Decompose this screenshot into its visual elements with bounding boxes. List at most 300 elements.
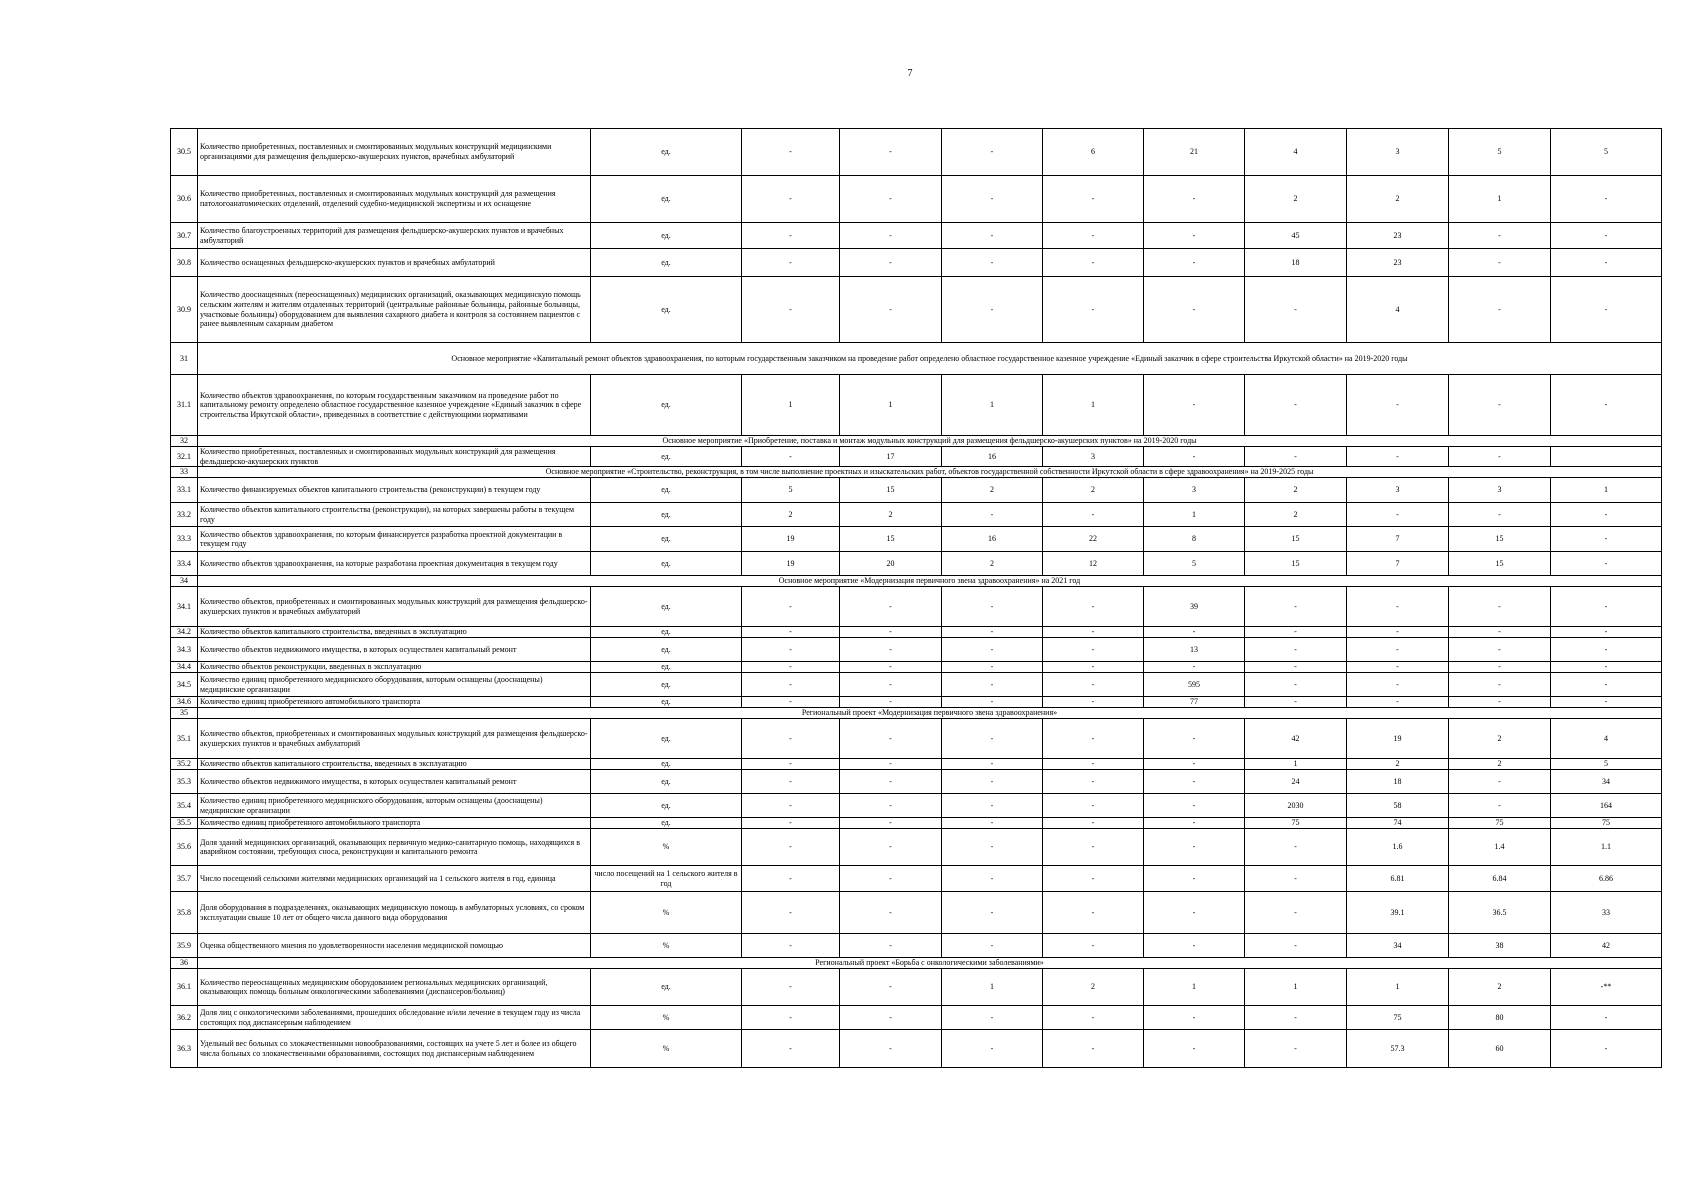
table-row — [171, 176, 1662, 223]
value-cell: - — [1347, 503, 1449, 527]
row-number: 35.7 — [171, 866, 198, 892]
value-cell: - — [840, 969, 942, 1006]
indicator-name: Число посещений сельскими жителями медицинских организаций на 1 сельского жителя в год, единица — [198, 866, 591, 892]
value-cell: 1 — [1043, 375, 1144, 436]
value-cell: 6.84 — [1449, 866, 1551, 892]
value-cell: - — [1245, 447, 1347, 467]
table-row — [171, 587, 1662, 627]
value-cell: 1 — [1245, 969, 1347, 1006]
value-cell: - — [942, 697, 1043, 708]
indicator-name: Количество единиц приобретенного автомобильного транспорта — [198, 818, 591, 829]
value-cell: - — [1043, 503, 1144, 527]
unit-cell: ед. — [591, 478, 742, 503]
unit-cell: ед. — [591, 503, 742, 527]
value-cell: - — [742, 223, 840, 249]
row-number: 33.4 — [171, 552, 198, 576]
value-cell: - — [742, 934, 840, 958]
indicator-name: Количество единиц приобретенного медицинского оборудования, которым оснащены (дооснащены) медицинские организации — [198, 794, 591, 818]
value-cell: - — [1347, 697, 1449, 708]
value-cell: 75 — [1245, 818, 1347, 829]
value-cell: 13 — [1144, 638, 1245, 662]
value-cell: - — [1551, 1030, 1662, 1068]
value-cell: - — [1144, 770, 1245, 794]
value-cell: - — [1144, 934, 1245, 958]
row-number: 30.7 — [171, 223, 198, 249]
value-cell: - — [840, 794, 942, 818]
value-cell: - — [1551, 277, 1662, 343]
value-cell: - — [840, 277, 942, 343]
value-cell: - — [742, 818, 840, 829]
value-cell: - — [1144, 223, 1245, 249]
value-cell: - — [840, 829, 942, 866]
table-row — [171, 719, 1662, 759]
table-row — [171, 673, 1662, 697]
value-cell: - — [1043, 176, 1144, 223]
value-cell: 12 — [1043, 552, 1144, 576]
value-cell: 4 — [1245, 129, 1347, 176]
value-cell: - — [742, 129, 840, 176]
section-row — [171, 436, 1662, 447]
table-row — [171, 697, 1662, 708]
row-number: 34 — [171, 576, 198, 587]
value-cell: - — [1551, 176, 1662, 223]
value-cell: - — [1347, 662, 1449, 673]
value-cell: - — [1551, 627, 1662, 638]
value-cell: - — [1043, 818, 1144, 829]
value-cell: - — [1043, 1006, 1144, 1030]
value-cell: - — [840, 770, 942, 794]
value-cell: - — [840, 176, 942, 223]
row-number: 36.2 — [171, 1006, 198, 1030]
value-cell: 16 — [942, 527, 1043, 552]
value-cell: 21 — [1144, 129, 1245, 176]
row-number: 35.8 — [171, 892, 198, 934]
value-cell: - — [1043, 673, 1144, 697]
table-row — [171, 770, 1662, 794]
value-cell: - — [1245, 638, 1347, 662]
value-cell: 8 — [1144, 527, 1245, 552]
value-cell: - — [742, 866, 840, 892]
value-cell: 57.3 — [1347, 1030, 1449, 1068]
value-cell: 16 — [942, 447, 1043, 467]
indicator-name: Доля зданий медицинских организаций, оказывающих первичную медико-санитарную помощь, находящихся в аварийном состоянии, требующих сноса, реконструкции и капитального ремонта — [198, 829, 591, 866]
value-cell: 1.1 — [1551, 829, 1662, 866]
value-cell: 1 — [742, 375, 840, 436]
table-row — [171, 934, 1662, 958]
indicator-name: Количество объектов недвижимого имущества, в которых осуществлен капитальный ремонт — [198, 770, 591, 794]
value-cell: - — [942, 934, 1043, 958]
value-cell: - — [1347, 587, 1449, 627]
row-number: 35.9 — [171, 934, 198, 958]
value-cell: - — [1245, 934, 1347, 958]
value-cell: 2 — [1449, 969, 1551, 1006]
unit-cell: ед. — [591, 447, 742, 467]
value-cell: - — [840, 697, 942, 708]
table-row — [171, 638, 1662, 662]
value-cell: 22 — [1043, 527, 1144, 552]
indicator-name: Оценка общественного мнения по удовлетворенности населения медицинской помощью — [198, 934, 591, 958]
value-cell: 164 — [1551, 794, 1662, 818]
value-cell: - — [742, 447, 840, 467]
value-cell: - — [742, 794, 840, 818]
value-cell: 2 — [1449, 759, 1551, 770]
table-row — [171, 129, 1662, 176]
row-number: 30.9 — [171, 277, 198, 343]
value-cell: - — [1144, 375, 1245, 436]
value-cell: - — [1043, 794, 1144, 818]
value-cell: - — [742, 1006, 840, 1030]
value-cell: - — [1347, 447, 1449, 467]
value-cell: - — [1449, 697, 1551, 708]
value-cell: 1 — [840, 375, 942, 436]
value-cell: - — [1043, 249, 1144, 277]
value-cell: - — [742, 1030, 840, 1068]
table-row — [171, 969, 1662, 1006]
value-cell: 2 — [1245, 503, 1347, 527]
value-cell: 1 — [1551, 478, 1662, 503]
value-cell: - — [1449, 794, 1551, 818]
unit-cell: ед. — [591, 527, 742, 552]
table-row — [171, 818, 1662, 829]
table-body — [171, 129, 1662, 1068]
value-cell: 34 — [1551, 770, 1662, 794]
value-cell: - — [1043, 638, 1144, 662]
indicator-name: Количество объектов недвижимого имущества, в которых осуществлен капитальный ремонт — [198, 638, 591, 662]
indicator-name: Количество единиц приобретенного автомобильного транспорта — [198, 697, 591, 708]
value-cell: - — [1245, 662, 1347, 673]
value-cell: - — [742, 770, 840, 794]
value-cell: - — [840, 759, 942, 770]
indicator-name: Удельный вес больных со злокачественными новообразованиями, состоящих на учете 5 лет и более из общего числа больных со злокачественными образованиями, состоящих под диспансерным наблюдением — [198, 1030, 591, 1068]
value-cell: - — [1551, 697, 1662, 708]
indicator-name: Количество благоустроенных территорий для размещения фельдшерско-акушерских пунктов и врачебных амбулаторий — [198, 223, 591, 249]
unit-cell: % — [591, 1030, 742, 1068]
value-cell: - — [742, 719, 840, 759]
value-cell: - — [1245, 892, 1347, 934]
value-cell: 19 — [742, 527, 840, 552]
value-cell: - — [1043, 587, 1144, 627]
value-cell: - — [942, 129, 1043, 176]
unit-cell: ед. — [591, 719, 742, 759]
value-cell: 1 — [1245, 759, 1347, 770]
table-row — [171, 1006, 1662, 1030]
value-cell: - — [1043, 770, 1144, 794]
value-cell: 20 — [840, 552, 942, 576]
section-row — [171, 467, 1662, 478]
value-cell: 58 — [1347, 794, 1449, 818]
page-number: 7 — [907, 68, 913, 79]
section-row — [171, 708, 1662, 719]
section-title: Региональный проект «Модернизация первичного звена здравоохранения» — [198, 708, 1662, 719]
value-cell: - — [1449, 770, 1551, 794]
value-cell: - — [1245, 375, 1347, 436]
value-cell: - — [1347, 375, 1449, 436]
indicator-name: Количество объектов капитального строительства, введенных в эксплуатацию — [198, 759, 591, 770]
value-cell: 18 — [1245, 249, 1347, 277]
value-cell: 18 — [1347, 770, 1449, 794]
value-cell: 80 — [1449, 1006, 1551, 1030]
value-cell: 19 — [742, 552, 840, 576]
value-cell: 1 — [942, 375, 1043, 436]
value-cell: 15 — [840, 478, 942, 503]
value-cell: 33 — [1551, 892, 1662, 934]
row-number: 33.1 — [171, 478, 198, 503]
value-cell: - — [942, 759, 1043, 770]
indicator-name: Количество оснащенных фельдшерско-акушерских пунктов и врачебных амбулаторий — [198, 249, 591, 277]
value-cell: - — [1144, 829, 1245, 866]
value-cell: - — [942, 638, 1043, 662]
value-cell: 5 — [1551, 129, 1662, 176]
value-cell: - — [1449, 662, 1551, 673]
value-cell: 19 — [1347, 719, 1449, 759]
table-row — [171, 249, 1662, 277]
value-cell: 36.5 — [1449, 892, 1551, 934]
unit-cell: ед. — [591, 587, 742, 627]
value-cell: - — [1449, 249, 1551, 277]
value-cell: - — [742, 969, 840, 1006]
value-cell: - — [840, 627, 942, 638]
indicator-name: Количество объектов, приобретенных и смонтированных модульных конструкций для размещения фельдшерско-акушерских пунктов и врачебных амбулаторий — [198, 587, 591, 627]
value-cell: - — [840, 249, 942, 277]
section-title: Основное мероприятие «Приобретение, поставка и монтаж модульных конструкций для размещения фельдшерско-акушерских пунктов» на 2019-2020 годы — [198, 436, 1662, 447]
value-cell: - — [942, 1030, 1043, 1068]
table-row — [171, 375, 1662, 436]
value-cell: - — [1551, 638, 1662, 662]
value-cell: - — [840, 129, 942, 176]
value-cell: - — [1551, 587, 1662, 627]
value-cell: - — [942, 794, 1043, 818]
value-cell: - — [942, 587, 1043, 627]
section-title: Региональный проект «Борьба с онкологическими заболеваниями» — [198, 958, 1662, 969]
value-cell: - — [1449, 223, 1551, 249]
value-cell: - — [1043, 934, 1144, 958]
value-cell: 74 — [1347, 818, 1449, 829]
value-cell: 595 — [1144, 673, 1245, 697]
indicator-name: Количество приобретенных, поставленных и смонтированных модульных конструкций медицинскими организациями для размещения фельдшерско-акушерских пунктов, врачебных амбулаторий — [198, 129, 591, 176]
row-number: 35.5 — [171, 818, 198, 829]
value-cell: - — [742, 673, 840, 697]
value-cell: - — [1144, 794, 1245, 818]
value-cell: - — [1043, 662, 1144, 673]
indicator-name: Количество объектов капитального строительства (реконструкции), на которых завершены работы в текущем году — [198, 503, 591, 527]
row-number: 30.6 — [171, 176, 198, 223]
unit-cell: ед. — [591, 662, 742, 673]
value-cell: - — [840, 818, 942, 829]
unit-cell: ед. — [591, 277, 742, 343]
value-cell: 2030 — [1245, 794, 1347, 818]
value-cell: 15 — [1449, 552, 1551, 576]
indicator-name: Количество объектов капитального строительства, введенных в эксплуатацию — [198, 627, 591, 638]
value-cell: 4 — [1347, 277, 1449, 343]
value-cell: 2 — [840, 503, 942, 527]
indicator-name: Количество единиц приобретенного медицинского оборудования, которым оснащены (дооснащены) медицинские организации — [198, 673, 591, 697]
value-cell: - — [1551, 552, 1662, 576]
value-cell: 1 — [1144, 969, 1245, 1006]
table-row — [171, 223, 1662, 249]
value-cell: 34 — [1347, 934, 1449, 958]
value-cell: - — [742, 829, 840, 866]
table-row — [171, 552, 1662, 576]
value-cell: - — [1144, 1006, 1245, 1030]
value-cell: 2 — [1043, 478, 1144, 503]
value-cell: - — [1551, 375, 1662, 436]
value-cell: 2 — [1347, 759, 1449, 770]
value-cell: 42 — [1551, 934, 1662, 958]
table-row — [171, 478, 1662, 503]
value-cell: - — [840, 1006, 942, 1030]
value-cell: - — [1449, 447, 1551, 467]
value-cell: - — [840, 1030, 942, 1068]
value-cell: - — [742, 759, 840, 770]
value-cell: - — [1043, 627, 1144, 638]
row-number: 36.3 — [171, 1030, 198, 1068]
value-cell: 15 — [840, 527, 942, 552]
value-cell: - — [1144, 866, 1245, 892]
value-cell: - — [1144, 447, 1245, 467]
value-cell: 15 — [1245, 552, 1347, 576]
value-cell: 2 — [942, 552, 1043, 576]
value-cell: 17 — [840, 447, 942, 467]
unit-cell: ед. — [591, 375, 742, 436]
row-number: 35.3 — [171, 770, 198, 794]
value-cell: - — [1551, 249, 1662, 277]
value-cell: 6 — [1043, 129, 1144, 176]
unit-cell: ед. — [591, 697, 742, 708]
row-number: 30.8 — [171, 249, 198, 277]
value-cell: 24 — [1245, 770, 1347, 794]
value-cell: - — [840, 223, 942, 249]
value-cell: 77 — [1144, 697, 1245, 708]
value-cell: - — [1043, 1030, 1144, 1068]
unit-cell: ед. — [591, 249, 742, 277]
value-cell: - — [942, 662, 1043, 673]
value-cell: 60 — [1449, 1030, 1551, 1068]
table-row — [171, 866, 1662, 892]
value-cell: - — [942, 818, 1043, 829]
unit-cell: ед. — [591, 176, 742, 223]
value-cell: 1.4 — [1449, 829, 1551, 866]
value-cell: 75 — [1449, 818, 1551, 829]
row-number: 34.1 — [171, 587, 198, 627]
value-cell: - — [942, 627, 1043, 638]
value-cell: - — [1449, 375, 1551, 436]
indicator-name: Количество объектов здравоохранения, по которым финансируется разработка проектной документации в текущем году — [198, 527, 591, 552]
table-row — [171, 759, 1662, 770]
section-title: Основное мероприятие «Модернизация первичного звена здравоохранения» на 2021 год — [198, 576, 1662, 587]
value-cell: - — [840, 934, 942, 958]
row-number: 35.6 — [171, 829, 198, 866]
value-cell: - — [942, 673, 1043, 697]
unit-cell: % — [591, 892, 742, 934]
value-cell: - — [942, 892, 1043, 934]
value-cell: - — [742, 176, 840, 223]
value-cell: 3 — [1347, 129, 1449, 176]
indicator-name: Количество объектов, приобретенных и смонтированных модульных конструкций для размещения фельдшерско-акушерских пунктов и врачебных амбулаторий — [198, 719, 591, 759]
value-cell: 2 — [1245, 478, 1347, 503]
value-cell: 2 — [942, 478, 1043, 503]
value-cell: - — [840, 673, 942, 697]
value-cell: - — [1144, 818, 1245, 829]
table-row — [171, 794, 1662, 818]
row-number: 34.2 — [171, 627, 198, 638]
value-cell: - — [1043, 223, 1144, 249]
indicator-name: Количество объектов реконструкции, введенных в эксплуатацию — [198, 662, 591, 673]
value-cell: - — [1347, 627, 1449, 638]
unit-cell: ед. — [591, 627, 742, 638]
value-cell: 23 — [1347, 249, 1449, 277]
value-cell: - — [1043, 719, 1144, 759]
value-cell: 4 — [1551, 719, 1662, 759]
indicator-name: Количество приобретенных, поставленных и смонтированных модульных конструкций для размещения фельдшерско-акушерских пунктов — [198, 447, 591, 467]
value-cell: - — [942, 770, 1043, 794]
value-cell: 1 — [1144, 503, 1245, 527]
value-cell: - — [1144, 759, 1245, 770]
value-cell: 5 — [742, 478, 840, 503]
row-number: 33 — [171, 467, 198, 478]
value-cell: 3 — [1043, 447, 1144, 467]
unit-cell: % — [591, 829, 742, 866]
value-cell: - — [1043, 892, 1144, 934]
value-cell: - — [1551, 662, 1662, 673]
value-cell: 38 — [1449, 934, 1551, 958]
value-cell: - — [1449, 638, 1551, 662]
value-cell: - — [1449, 503, 1551, 527]
unit-cell: ед. — [591, 818, 742, 829]
value-cell: - — [1449, 587, 1551, 627]
row-number: 36 — [171, 958, 198, 969]
value-cell: - — [1449, 277, 1551, 343]
table-row — [171, 829, 1662, 866]
value-cell: - — [1245, 1006, 1347, 1030]
value-cell: - — [1043, 697, 1144, 708]
value-cell: 6.86 — [1551, 866, 1662, 892]
value-cell: - — [942, 719, 1043, 759]
value-cell: - — [742, 662, 840, 673]
value-cell: - — [840, 587, 942, 627]
value-cell: - — [1347, 673, 1449, 697]
table-row — [171, 447, 1662, 467]
indicator-name: Количество приобретенных, поставленных и смонтированных модульных конструкций для размещения патологоанатомических отделений, отделений судебно-медицинской экспертизы и их оснащение — [198, 176, 591, 223]
row-number: 34.6 — [171, 697, 198, 708]
value-cell: - — [942, 866, 1043, 892]
value-cell: 1 — [1449, 176, 1551, 223]
value-cell: 42 — [1245, 719, 1347, 759]
indicators-table — [170, 128, 1662, 1068]
value-cell: - — [1144, 627, 1245, 638]
value-cell: - — [942, 176, 1043, 223]
value-cell: - — [1449, 673, 1551, 697]
indicator-name: Доля оборудования в подразделениях, оказывающих медицинскую помощь в амбулаторных условиях, со сроком эксплуатации свыше 10 лет от общего числа данного вида оборудования — [198, 892, 591, 934]
indicator-name: Количество объектов здравоохранения, по которым государственным заказчиком на проведение работ по капитальному ремонту определено областное государственное казенное учреждение «Единый заказчик в сфере строительства Иркутской области», приведенных в соответствие с действующими нормативами — [198, 375, 591, 436]
value-cell: - — [742, 277, 840, 343]
row-number: 33.3 — [171, 527, 198, 552]
value-cell: - — [840, 866, 942, 892]
unit-cell: ед. — [591, 223, 742, 249]
row-number: 31.1 — [171, 375, 198, 436]
value-cell: 3 — [1449, 478, 1551, 503]
value-cell: - — [1245, 627, 1347, 638]
value-cell: 2 — [1449, 719, 1551, 759]
value-cell: - — [1551, 673, 1662, 697]
table-row — [171, 892, 1662, 934]
section-row — [171, 958, 1662, 969]
value-cell: 15 — [1449, 527, 1551, 552]
indicator-name: Количество финансируемых объектов капитального строительства (реконструкции) в текущем году — [198, 478, 591, 503]
value-cell: - — [840, 719, 942, 759]
value-cell: - — [1551, 1006, 1662, 1030]
section-title: Основное мероприятие «Строительство, реконструкция, в том числе выполнение проектных и изыскательских работ, объектов государственной собственности Иркутской области в сфере здравоохранения» на 2019-2025 годы — [198, 467, 1662, 478]
value-cell: 5 — [1551, 759, 1662, 770]
